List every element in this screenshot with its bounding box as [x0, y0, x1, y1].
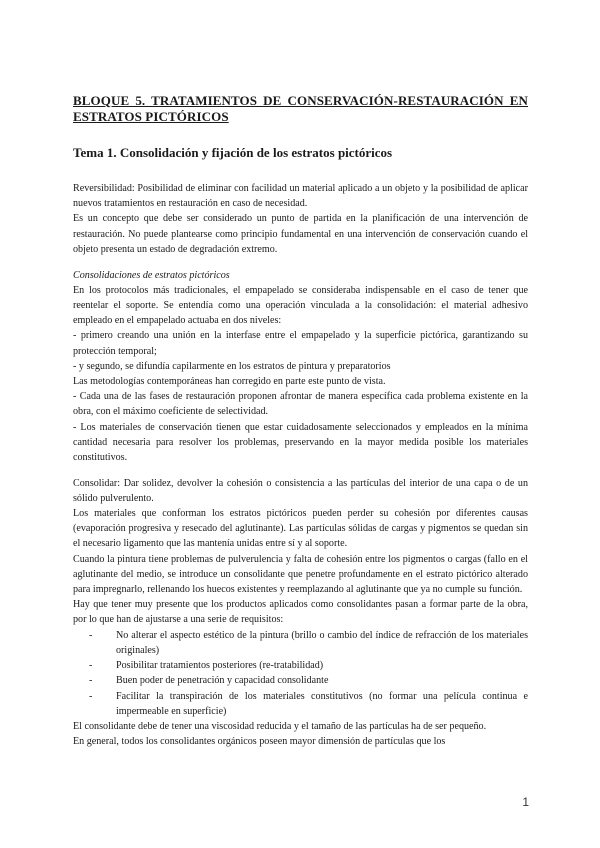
paragraph: Cuando la pintura tiene problemas de pulverulencia y falta de cohesión entre los pigmentos o cargas (fallo en el aglutinante del medio, se introduce un consolidante que penetre profundamente en el estrato pictórico alterado para impregnarlo, rellenando los huecos existentes y reemplazando al aglutinante que ya no cumple su función. [73, 553, 528, 596]
requirements-list [73, 628, 528, 719]
section-heading: Tema 1. Consolidación y fijación de los estratos pictóricos [73, 145, 393, 160]
paragraph: - primero creando una unión en la interfase entre el empapelado y la superficie pictórica, garantizando su protección temporal; [73, 330, 528, 357]
paragraph: Los materiales que conforman los estratos pictóricos pueden perder su cohesión por diferentes causas (evaporación progresiva y resecado del aglutinante). Las partículas sólidas de cargas y pigmentos se quedan sin el necesario ligamento que las mantenía unidas entre sí y al soporte. [73, 508, 528, 550]
paragraph: El consolidante debe de tener una viscosidad reducida y el tamaño de las partículas ha de ser pequeño. [73, 720, 487, 732]
list-item: - No alterar el aspecto estético de la pintura (brillo o cambio del índice de refracción de los materiales originales) [73, 628, 528, 658]
page-number: 1 [522, 795, 529, 809]
list-item: - Facilitar la transpiración de los materiales constitutivos (no formar una película continua e impermeable en superficie) [73, 689, 528, 719]
paragraph: En los protocolos más tradicionales, el empapelado se consideraba indispensable en el caso de tener que reentelar el soporte. Se entendía como una operación vinculada a la consolidación: el material adhesivo empleado en el empapelado actuaba en dos niveles: [73, 284, 528, 327]
list-item: - Posibilitar tratamientos posteriores (re-tratabilidad) [73, 658, 528, 673]
paragraph: Las metodologías contemporáneas han corregido en parte este punto de vista. [73, 375, 386, 387]
page-title: BLOQUE 5. TRATAMIENTOS DE CONSERVACIÓN-RESTAURACIÓN EN ESTRATOS PICTÓRICOS [73, 93, 528, 124]
list-item: - Buen poder de penetración y capacidad consolidante [73, 673, 528, 688]
paragraph-consolidar: Consolidar: Dar solidez, devolver la cohesión o consistencia a las partículas del interior de una capa o de un sólido pulverulento. [73, 477, 528, 504]
subheading-consolidaciones: Consolidaciones de estratos pictóricos [73, 269, 230, 281]
paragraph: Hay que tener muy presente que los productos aplicados como consolidantes pasan a formar parte de la obra, por lo que han de ajustarse a una serie de requisitos: [73, 599, 528, 626]
paragraph: - Cada una de las fases de restauración proponen afrontar de manera específica cada problema existente en la obra, con el máximo coeficiente de selectividad. [73, 391, 528, 418]
paragraph: - Los materiales de conservación tienen que estar cuidadosamente seleccionados y empleados en la mínima cantidad necesaria para resolver los problemas, preservando en la mayor medida posible los materiales constitutivos. [73, 421, 528, 463]
paragraph-reversibility: Reversibilidad: Posibilidad de eliminar con facilidad un material aplicado a un objeto y la posibilidad de aplicar nuevos tratamientos en restauración en caso de necesidad. [73, 183, 528, 210]
paragraph: Es un concepto que debe ser considerado un punto de partida en la planificación de una intervención de restauración. No puede plantearse como principio fundamental en una intervención de conservación cuando el objeto presenta un estado de degradación extremo. [73, 213, 528, 255]
paragraph: En general, todos los consolidantes orgánicos poseen mayor dimensión de partículas que los [73, 736, 446, 748]
paragraph: - y segundo, se difundía capilarmente en los estratos de pintura y preparatorios [73, 360, 391, 372]
document-body [73, 181, 528, 749]
